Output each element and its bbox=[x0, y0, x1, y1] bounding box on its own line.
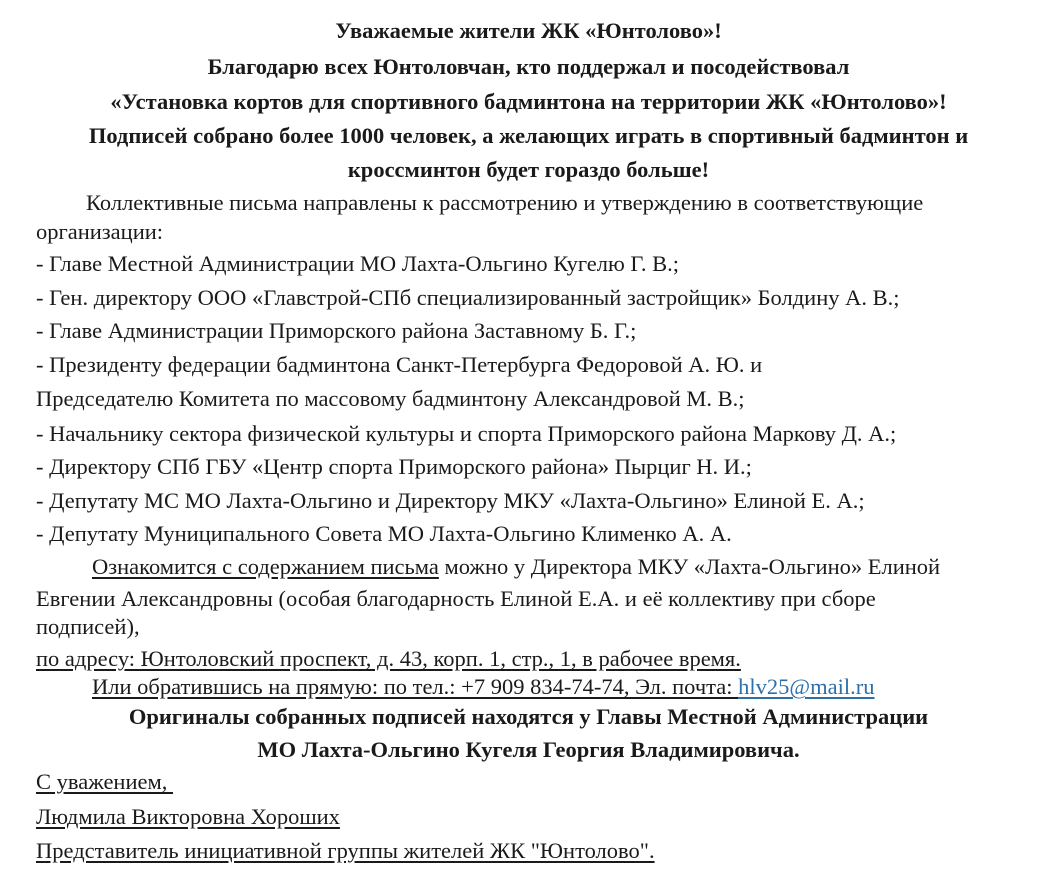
review-line-2: Евгении Александровны (особая благодарность Елиной Е.А. и её коллективу при сборе bbox=[36, 586, 876, 611]
recipient-item: - Депутату МС МО Лахта-Ольгино и Директору МКУ «Лахта-Ольгино» Елиной Е. А.; bbox=[36, 488, 865, 513]
recipient-item: - Начальнику сектора физической культуры и спорта Приморского района Маркову Д. А.; bbox=[36, 421, 897, 446]
recipient-item: - Депутату Муниципального Совета МО Лахта-Ольгино Клименко А. А. bbox=[36, 521, 732, 546]
signer-name: Людмила Викторовна Хороших bbox=[36, 804, 340, 829]
review-underlined-text: Ознакомится с содержанием письма bbox=[92, 554, 439, 579]
signatures-heading-line-1: Подписей собрано более 1000 человек, а желающих играть в спортивный бадминтон и bbox=[88, 123, 969, 148]
review-line-3: подписей), bbox=[36, 614, 140, 639]
originals-line-1: Оригиналы собранных подписей находятся у Главы Местной Администрации bbox=[128, 704, 929, 729]
email-link[interactable]: hlv25@mail.ru bbox=[738, 674, 875, 699]
intro-line-2: организации: bbox=[36, 219, 164, 244]
greeting-heading: Уважаемые жители ЖК «Юнтолово»! bbox=[335, 18, 722, 43]
recipient-item-continuation: Председателю Комитета по массовому бадминтону Александровой М. В.; bbox=[36, 386, 745, 411]
address-line: по адресу: Юнтоловский проспект, д. 43, корп. 1, стр., 1, в рабочее время. bbox=[36, 646, 741, 671]
signer-role: Представитель инициативной группы жителей ЖК "Юнтолово". bbox=[36, 838, 655, 863]
review-line-1 bbox=[92, 552, 940, 582]
originals-line-2: МО Лахта-Ольгино Кугеля Георгия Владимировича. bbox=[257, 737, 800, 762]
recipient-item: - Президенту федерации бадминтона Санкт-Петербурга Федоровой А. Ю. и bbox=[36, 352, 763, 377]
recipient-item: - Директору СПб ГБУ «Центр спорта Приморского района» Пырциг Н. И.; bbox=[36, 454, 752, 479]
contact-text: Или обратившись на прямую: по тел.: +7 909 834-74-74, Эл. почта: bbox=[92, 674, 739, 699]
recipient-item: - Ген. директору ООО «Главстрой-СПб специализированный застройщик» Болдину А. В.; bbox=[36, 285, 900, 310]
recipient-item: - Главе Местной Администрации МО Лахта-Ольгино Кугелю Г. В.; bbox=[36, 251, 679, 276]
project-heading: «Установка кортов для спортивного бадминтона на территории ЖК «Юнтолово»! bbox=[110, 89, 947, 114]
recipient-item: - Главе Администрации Приморского района Заставному Б. Г.; bbox=[36, 318, 637, 343]
signatures-heading-line-2: кроссминтон будет гораздо больше! bbox=[347, 157, 710, 182]
contact-line bbox=[92, 672, 874, 702]
intro-line-1: Коллективные письма направлены к рассмотрению и утверждению в соответствующие bbox=[86, 190, 924, 215]
regards-line: С уважением, bbox=[36, 769, 173, 794]
review-rest-text: можно у Директора МКУ «Лахта-Ольгино» Елиной bbox=[438, 554, 941, 579]
thanks-heading: Благодарю всех Юнтоловчан, кто поддержал и посодействовал bbox=[207, 54, 850, 79]
